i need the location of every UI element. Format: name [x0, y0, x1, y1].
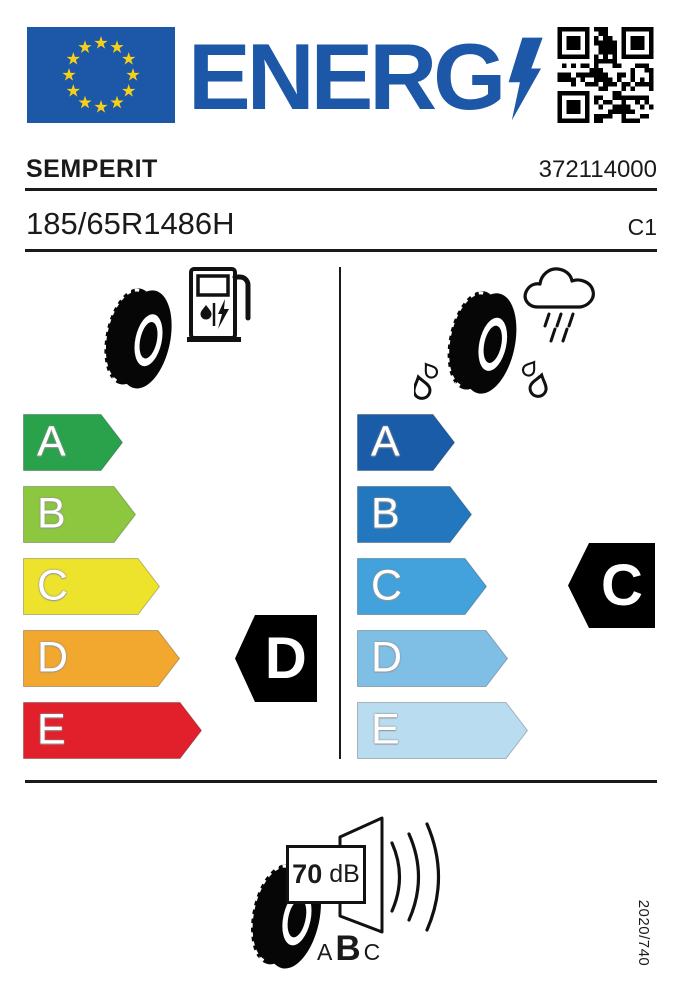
energ-logo-text: ENERG — [188, 24, 503, 129]
noise-unit: dB — [329, 860, 360, 888]
fuel-rating-badge — [235, 615, 317, 702]
separator-line-1 — [25, 188, 657, 191]
fuel-grade-arrow-E — [23, 702, 202, 759]
column-divider — [339, 267, 341, 759]
wet-grip-rating-letter: C — [600, 552, 643, 618]
rain-cloud-icon — [522, 263, 600, 343]
grade-letter: D — [371, 633, 403, 682]
wet-grade-arrow-B — [357, 486, 528, 543]
noise-db-box — [286, 845, 366, 904]
separator-line-3 — [25, 780, 657, 783]
fuel-grade-arrow-B — [23, 486, 202, 543]
fuel-grade-arrow-C — [23, 558, 202, 615]
regulation-number: 2020/740 — [635, 899, 652, 967]
grade-letter: E — [371, 705, 400, 754]
wet-grade-arrow-D — [357, 630, 528, 687]
fuel-grade-arrow-A — [23, 414, 202, 471]
noise-class-A: A — [317, 939, 333, 965]
grade-letter: C — [371, 561, 403, 610]
fuel-rating-letter: D — [264, 625, 307, 691]
type-identifier: 372114000 — [538, 156, 657, 183]
fuel-tire-icon — [95, 280, 181, 396]
noise-class-letters — [317, 929, 380, 969]
noise-value: 70 — [292, 859, 323, 889]
fuel-efficiency-scale — [23, 414, 202, 774]
grade-letter: C — [37, 561, 69, 610]
grade-letter: B — [37, 489, 66, 538]
qr-code — [556, 27, 655, 123]
grade-letter: B — [371, 489, 400, 538]
wet-grade-arrow-A — [357, 414, 528, 471]
noise-class-B: B — [335, 929, 361, 968]
fuel-grade-arrow-D — [23, 630, 202, 687]
tire-class: C1 — [627, 214, 657, 240]
wet-grip-rating-badge — [568, 543, 655, 628]
tire-size-designation: 185/65R1486H — [26, 206, 235, 241]
supplier-name: SEMPERIT — [26, 155, 158, 183]
grade-letter: E — [37, 705, 66, 754]
wet-grip-scale — [357, 414, 528, 774]
eu-flag-icon — [27, 27, 175, 123]
separator-line-2 — [25, 249, 657, 252]
grade-letter: A — [371, 417, 400, 466]
grade-letter: A — [37, 417, 66, 466]
lightning-bolt-icon — [501, 36, 547, 122]
grade-letter: D — [37, 633, 69, 682]
noise-class-C: C — [363, 939, 381, 965]
sound-waves-icon — [392, 824, 439, 930]
fuel-pump-icon — [187, 265, 253, 343]
wet-grade-arrow-E — [357, 702, 528, 759]
wet-grade-arrow-C — [357, 558, 528, 615]
